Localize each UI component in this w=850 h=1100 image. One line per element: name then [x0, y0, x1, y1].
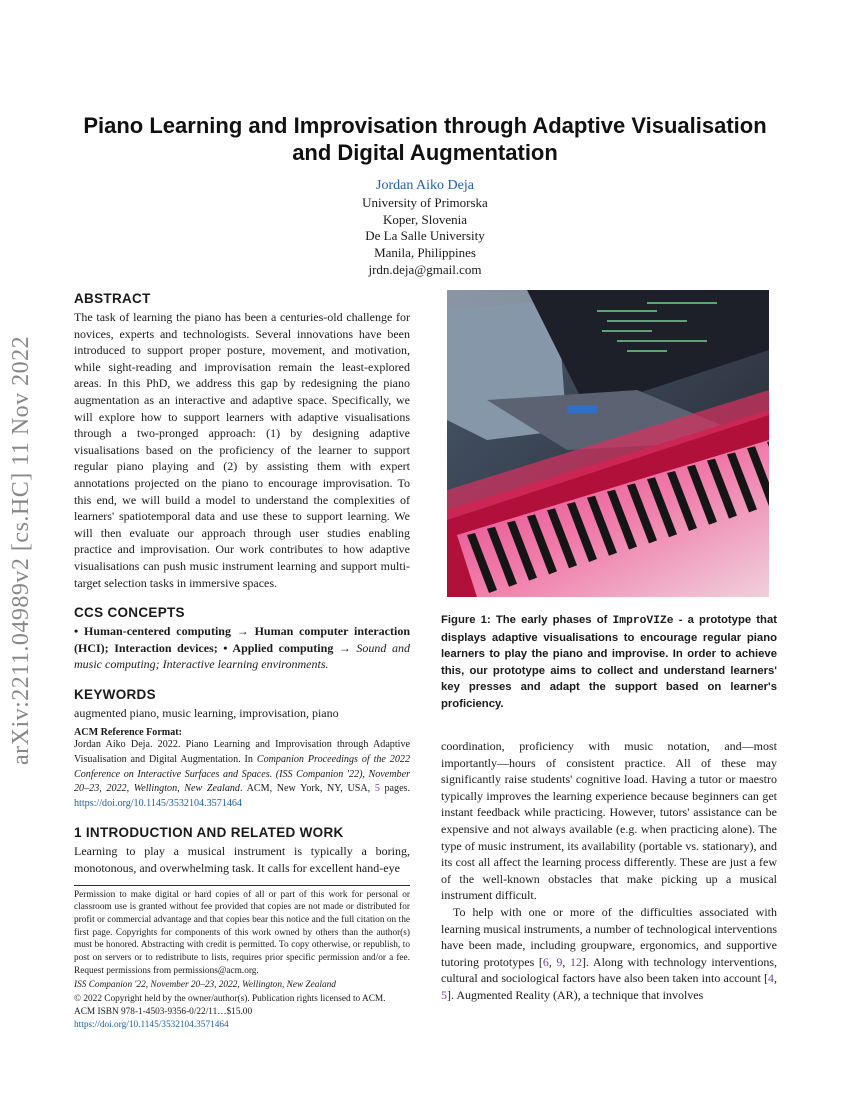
text-part: ]. Along with technology interventions, cultural and sociological factors have also been taken into account [ [441, 954, 778, 986]
citation-link[interactable]: 4 [768, 971, 774, 986]
footnote-rule [74, 885, 410, 886]
ref-part: Jordan Aiko Deja. 2022. Piano Learning and Improvisation through Adaptive Visualisation and Digital Augmentation. In [74, 739, 410, 766]
ref-part: . ACM, New York, NY, USA, [239, 783, 375, 795]
paper-title: Piano Learning and Improvisation through Adaptive Visualisation and Digital Augmentation [83, 113, 767, 165]
affiliation: Koper, Slovenia [383, 211, 467, 227]
figure-caption [441, 612, 777, 713]
isbn-line: ACM ISBN 978-1-4503-9356-0/22/11…$15.00 [74, 1006, 253, 1017]
affiliation: De La Salle University [365, 228, 485, 244]
citation-link[interactable]: 5 [441, 987, 447, 1002]
caption-label: Figure 1: The early phases of [441, 614, 613, 626]
abstract-text: The task of learning the piano has been a centuries-old challenge for novices, experts and technologists. Several innovations have been introduced to support proper posture, movement, and motivation, while sight-reading and improvisation remain the least-explored areas. In this PhD, we address this gap by redesigning the piano augmentation as an interactive and adaptive space. Specifically, we will explore how to support learners with adaptive visualisations through a two-pronged approach: (1) by designing adaptive visualisations based on the proficiency of the learner to support regular piano playing and (2) by assisting them with expert annotations projected on the piano to encourage improvisation. To this end, we will build a model to understand the complexities of learners' spatiotemporal data and use these to support learning. We will then evaluate our approach through user studies enabling practice and improvisation. Our work contributes to how adaptive visualisations can push music instrument learning and support multi-target selection tasks in immersive spaces. [74, 310, 410, 590]
intro-text: Learning to play a musical instrument is typically a boring, monotonous, and overwhelming task. It calls for excellent hand-eye [74, 844, 410, 876]
ccs-concept: • Applied computing → [217, 640, 351, 655]
citation-link[interactable]: 12 [570, 954, 583, 969]
reference-text [74, 738, 410, 811]
piano-prototype-photo [447, 290, 769, 597]
venue-line: ISS Companion '22, November 20–23, 2022, Wellington, New Zealand [74, 979, 336, 990]
author-name[interactable]: Jordan Aiko Deja [376, 178, 474, 193]
author-block [200, 178, 650, 279]
reference-heading: ACM Reference Format: [74, 727, 182, 739]
footnote [74, 877, 410, 1032]
affiliation: University of Primorska [362, 194, 488, 210]
footnote-doi-link[interactable]: https://doi.org/10.1145/3532104.3571464 [74, 1019, 229, 1030]
permission-notice: Permission to make digital or hard copies of all or part of this work for personal or classroom use is granted without fee provided that copies are not made or distributed for profit or commercial advantage and that copies bear this notice and the full citation on the first page. Copyrights for components of this work owned by others than the author(s) must be honored. Abstracting with credit is permitted. To copy otherwise, or republish, to post on servers or to redistribute to lists, requires prior specific permission and/or a fee. Request permissions from permissions@acm.org. [74, 889, 410, 976]
copyright-line: © 2022 Copyright held by the owner/author(s). Publication rights licensed to ACM. [74, 994, 386, 1005]
figure-image [447, 290, 769, 597]
ccs-concept: • Human-centered computing → Human computer interaction (HCI); Interaction devices; [74, 624, 410, 655]
ref-venue: Companion Proceedings of the 2022 Conference on Interactive Surfaces and Spaces. (ISS Companion '22), November 20–23, 2022, Wellington, New Zealand [74, 754, 410, 795]
caption-text: - a prototype that displays adaptive visualisations to encourage regular piano learners to play the piano and improvise. In order to achieve this, our prototype aims to collect and understand learners' key presses and adapt the support based on learner's proficiency. [441, 614, 777, 710]
caption-system-name: ImproVIZe [612, 615, 674, 627]
body-paragraph: coordination, proficiency with music notation, and—most importantly—hours of consistent practice. All of these may significantly raise students' cognitive load. Having a tutor or maestro typically improves the learning experience because beginners can get instant feedback while practicing. However, tutors' assistance can be expensive and not always available (e.g. when practicing alone). The type of music instrument, its availability (portable vs. stationary), and its cost all affect the learning process differently. These are just a few of the well-known obstacles that make picking up a musical instrument difficult. [441, 739, 777, 903]
citation-link[interactable]: 6 [542, 954, 549, 969]
ref-pages-link[interactable]: 5 [374, 783, 380, 795]
keywords-text: augmented piano, music learning, improvisation, piano [74, 705, 339, 720]
arxiv-stamp: arXiv:2211.04989v2 [cs.HC] 11 Nov 2022 [8, 335, 34, 765]
right-column [441, 738, 777, 1004]
text-part: ]. Augmented Reality (AR), a technique that involves [447, 987, 704, 1002]
author-email: jrdn.deja@gmail.com [368, 261, 482, 277]
ccs-concept: Sound and music computing; Interactive learning environments. [74, 640, 410, 672]
affiliation: Manila, Philippines [374, 245, 476, 261]
ref-part: pages. [379, 783, 411, 795]
ccs-heading: CCS CONCEPTS [74, 605, 185, 621]
ref-doi-link[interactable]: https://doi.org/10.1145/3532104.3571464 [74, 797, 242, 809]
text-part: To help with one or more of the difficulties associated with learning musical instruments, a number of technological interventions have been made, including groupware, ergonomics, and supportive tutoring prototypes [ [441, 904, 777, 969]
body-paragraph: To help with one or more of the difficulties associated with learning musical instruments, a number of technological interventions have been made, including groupware, ergonomics, and supportive tutoring prototypes [6, 9, 12]. Along with technology interventions, cultural and sociological factors have also been taken into account [4, 5]. Augmented Reality (AR), a technique that involves [441, 904, 778, 1002]
intro-heading: 1 INTRODUCTION AND RELATED WORK [74, 825, 344, 841]
abstract-heading: ABSTRACT [74, 291, 151, 306]
citation-link[interactable]: 9 [556, 954, 563, 969]
keywords-heading: KEYWORDS [74, 686, 156, 702]
left-column [74, 291, 411, 1030]
ccs-text [74, 623, 410, 673]
